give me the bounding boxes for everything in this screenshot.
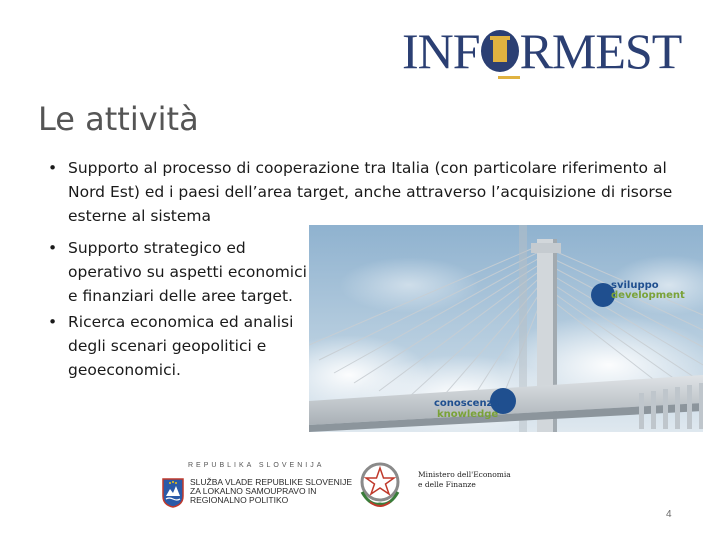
ministry-line: Ministero dell'Economia <box>418 470 511 479</box>
bullet-list-side <box>42 236 310 382</box>
label-knowledge: knowledge <box>437 409 499 420</box>
slide-title: Le attività <box>38 100 199 138</box>
slovenia-office-name <box>190 478 352 505</box>
logo-text-right: RMEST <box>519 23 682 79</box>
column-emblem-icon <box>481 30 519 72</box>
bullet-item: • Supporto strategico ed operativo su aspetti economici e finanziari delle aree target. <box>42 236 310 308</box>
bridge-illustration <box>309 225 703 432</box>
bullet-list-top <box>42 156 702 228</box>
slovenia-line: ZA LOKALNO SAMOUPRAVO IN <box>190 486 317 496</box>
logo-text-left: INF <box>402 23 480 79</box>
label-conoscenza: conoscenza <box>434 398 500 409</box>
slovenia-government-logo <box>158 462 353 512</box>
slovenia-heading: REPUBLIKA SLOVENIJA <box>188 462 325 469</box>
logo-underline <box>498 76 520 79</box>
ministry-line: e delle Finanze <box>418 480 476 489</box>
label-development: development <box>611 290 685 301</box>
bullet-item: • Ricerca economica ed analisi degli scenari geopolitici e geoeconomici. <box>42 310 310 382</box>
slovenia-crest-icon <box>162 478 184 508</box>
page-number: 4 <box>666 509 672 520</box>
slovenia-line: REGIONALNO POLITIKO <box>190 495 289 505</box>
informest-logo <box>402 22 698 80</box>
label-sviluppo: sviluppo <box>611 280 659 291</box>
italian-republic-emblem-icon <box>356 458 404 510</box>
ministry-economy-finance <box>418 470 511 490</box>
slovenia-line: SLUŽBA VLADE REPUBLIKE SLOVENIJE <box>190 477 353 487</box>
bullet-item: • Supporto al processo di cooperazione tra Italia (con particolare riferimento al Nord Est) ed i paesi dell’area target, anche attraverso l’acquisizione di risorse esterne al sistema <box>42 156 702 228</box>
